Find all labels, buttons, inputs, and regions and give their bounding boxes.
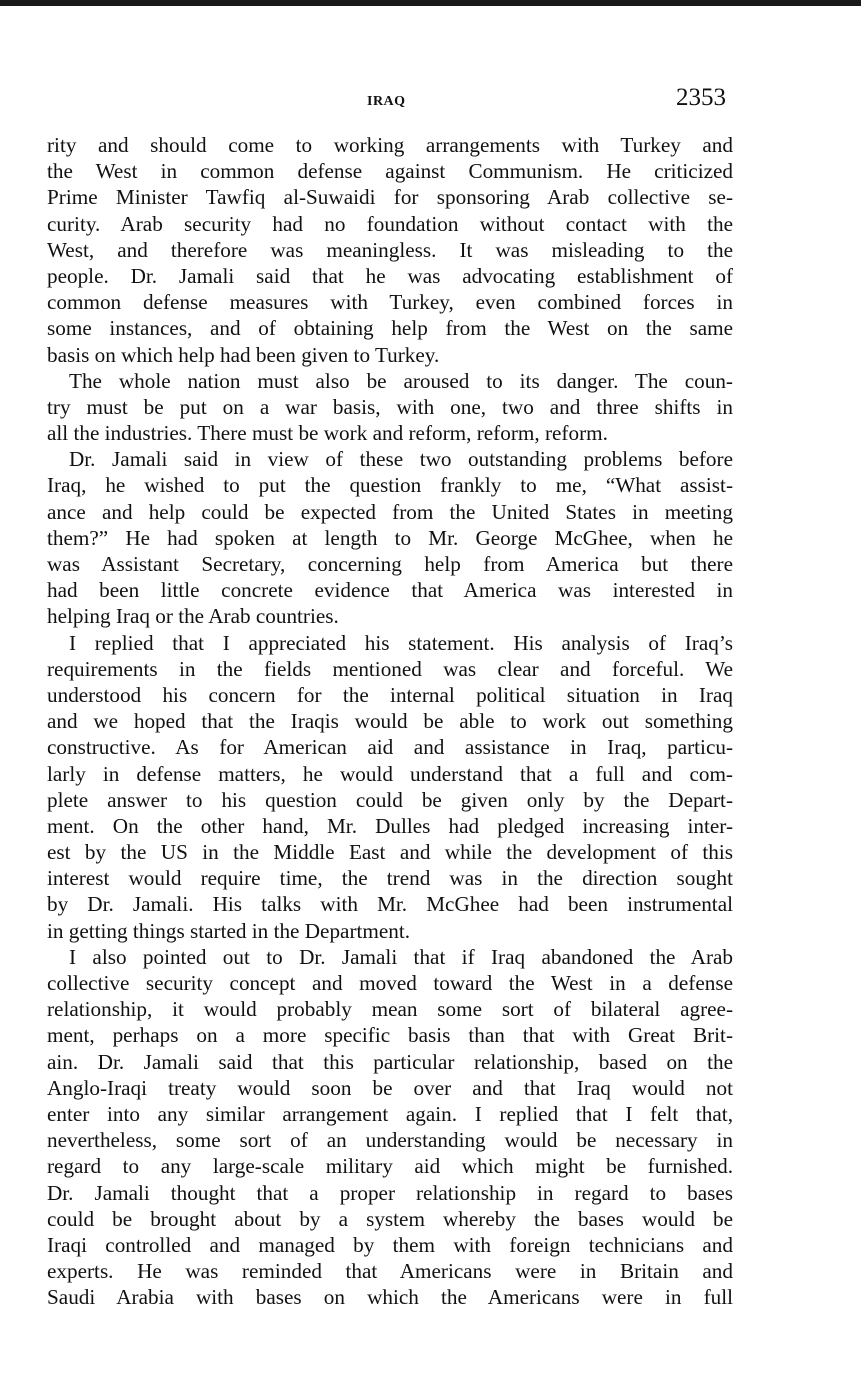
- text-line: regard to any large-scale military aid which might be furnished.: [47, 1154, 733, 1179]
- page-number: 2353: [676, 84, 726, 111]
- text-line: some instances, and of obtaining help from the West on the same: [47, 316, 733, 341]
- text-line: ment. On the other hand, Mr. Dulles had pledged increasing inter-: [47, 813, 733, 838]
- text-line: understood his concern for the internal political situation in Iraq: [47, 682, 733, 707]
- text-line: had been little concrete evidence that America was interested in: [47, 578, 733, 603]
- text-line: the West in common defense against Communism. He criticized: [47, 159, 733, 184]
- text-line: helping Iraq or the Arab countries.: [47, 604, 339, 629]
- text-line: Iraqi controlled and managed by them with foreign technicians and: [47, 1232, 733, 1257]
- text-line: by Dr. Jamali. His talks with Mr. McGhee had been instrumental: [47, 892, 733, 917]
- text-line: Iraq, he wished to put the question frankly to me, “What assist-: [47, 473, 733, 498]
- text-line: all the industries. There must be work and reform, reform, reform.: [47, 421, 608, 446]
- text-line: common defense measures with Turkey, even combined forces in: [47, 290, 733, 315]
- text-line: and we hoped that the Iraqis would be able to work out something: [47, 709, 733, 734]
- text-line: ment, perhaps on a more specific basis than that with Great Brit-: [47, 1023, 733, 1048]
- text-line: Prime Minister Tawfiq al-Suwaidi for sponsoring Arab collective se-: [47, 185, 733, 210]
- text-line: Dr. Jamali said in view of these two outstanding problems before: [69, 447, 733, 472]
- text-line: enter into any similar arrangement again. I replied that I felt that,: [47, 1101, 733, 1126]
- text-line: West, and therefore was meaningless. It was misleading to the: [47, 237, 733, 262]
- text-line: ain. Dr. Jamali said that this particular relationship, based on the: [47, 1049, 733, 1074]
- text-line: people. Dr. Jamali said that he was advocating establishment of: [47, 263, 733, 288]
- text-line: was Assistant Secretary, concerning help from America but there: [47, 552, 733, 576]
- paragraph-2: [47, 368, 733, 447]
- text-line: relationship, it would probably mean some sort of bilateral agree-: [47, 997, 733, 1022]
- text-line: rity and should come to working arrangements with Turkey and: [47, 133, 733, 157]
- text-line: interest would require time, the trend was in the direction sought: [47, 866, 733, 891]
- text-line: requirements in the fields mentioned was clear and forceful. We: [47, 656, 733, 681]
- text-line: could be brought about by a system whereby the bases would be: [47, 1206, 733, 1231]
- text-line: in getting things started in the Department.: [47, 918, 411, 943]
- paragraph-1: [47, 132, 733, 368]
- text-line: curity. Arab security had no foundation without contact with the: [47, 211, 733, 236]
- text-line: constructive. As for American aid and assistance in Iraq, particu-: [47, 735, 733, 760]
- text-line: The whole nation must also be aroused to its danger. The coun-: [69, 368, 733, 393]
- text-line: Saudi Arabia with bases on which the Americans were in full: [47, 1285, 733, 1310]
- text-line: collective security concept and moved toward the West in a defense: [47, 971, 733, 995]
- top-border-rule: [0, 0, 861, 6]
- text-line: ance and help could be expected from the United States in meeting: [47, 499, 733, 524]
- paragraph-5: [47, 944, 733, 1311]
- text-line: est by the US in the Middle East and while the development of this: [47, 840, 733, 865]
- paragraph-3: [47, 446, 733, 629]
- text-line: plete answer to his question could be given only by the Depart-: [47, 787, 733, 812]
- text-line: Anglo-Iraqi treaty would soon be over and that Iraq would not: [47, 1075, 733, 1100]
- text-line: nevertheless, some sort of an understanding would be necessary in: [47, 1128, 733, 1153]
- text-line: Dr. Jamali thought that a proper relationship in regard to bases: [47, 1180, 733, 1205]
- text-line: I also pointed out to Dr. Jamali that if Iraq abandoned the Arab: [69, 944, 733, 969]
- paragraph-4: [47, 630, 733, 944]
- text-line: try must be put on a war basis, with one, two and three shifts in: [47, 394, 733, 419]
- text-line: basis on which help had been given to Turkey.: [47, 342, 440, 367]
- running-head: IRAQ: [367, 94, 406, 109]
- text-line: I replied that I appreciated his statement. His analysis of Iraq’s: [69, 630, 733, 655]
- text-line: larly in defense matters, he would understand that a full and com-: [47, 761, 733, 786]
- body-text: [47, 132, 733, 1310]
- text-line: experts. He was reminded that Americans were in Britain and: [47, 1259, 733, 1284]
- text-line: them?” He had spoken at length to Mr. George McGhee, when he: [47, 525, 733, 550]
